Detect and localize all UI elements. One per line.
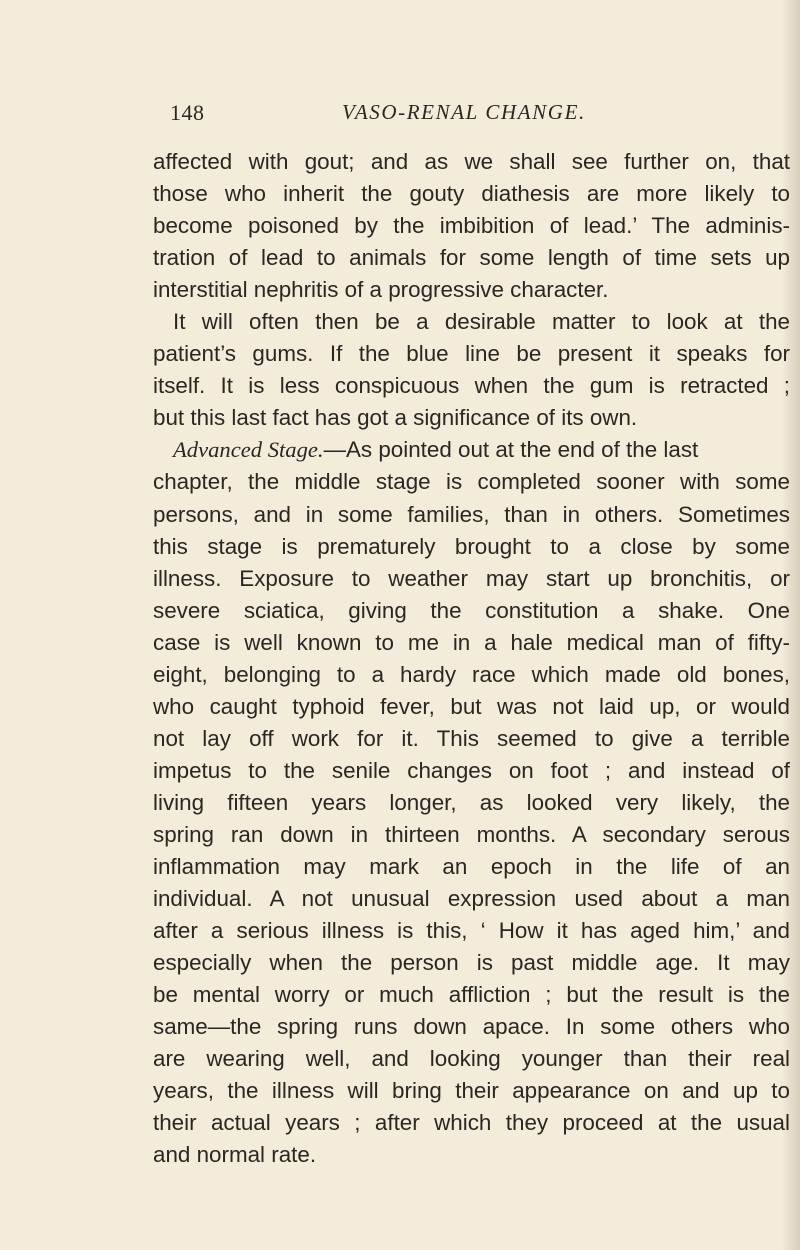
text-line: inflammation may mark an epoch in the life of an — [153, 854, 790, 880]
text-line: chapter, the middle stage is completed sooner with some — [153, 469, 790, 495]
text-line: but this last fact has got a significance of its own. — [153, 405, 638, 431]
text-line: especially when the person is past middle age. It may — [153, 950, 790, 976]
text-line — [153, 434, 790, 466]
text-line: living fifteen years longer, as looked very likely, the — [153, 789, 790, 815]
text-line: spring ran down in thirteen months. A secondary serous — [153, 821, 790, 847]
text-line: case is well known to me in a hale medical man of fifty- — [153, 629, 790, 655]
text-line: illness. Exposure to weather may start up bronchitis, or — [153, 565, 790, 591]
text-line: interstitial nephritis of a progressive character. — [153, 277, 609, 303]
text-line: impetus to the senile changes on foot ; and instead of — [153, 757, 790, 783]
text-line: and normal rate. — [153, 1142, 317, 1168]
text-line: years, the illness will bring their appearance on and up to — [153, 1078, 790, 1104]
text-line: who caught typhoid fever, but was not laid up, or would — [153, 693, 790, 719]
text-line: itself. It is less conspicuous when the gum is retracted ; — [153, 373, 790, 399]
text-line: individual. A not unusual expression used about a man — [153, 886, 790, 912]
page-header — [150, 97, 710, 131]
text-line: not lay off work for it. This seemed to give a terrible — [153, 725, 790, 751]
text-line: after a serious illness is this, ‘ How it has aged him,’ and — [153, 918, 790, 944]
text-line: severe sciatica, giving the constitution a shake. One — [153, 597, 790, 623]
text-line: eight, belonging to a hardy race which made old bones, — [153, 661, 790, 687]
text-line: be mental worry or much affliction ; but the result is the — [153, 982, 790, 1008]
text-line: It will often then be a desirable matter to look at the — [173, 309, 790, 335]
text-line-rest: —As pointed out at the end of the last — [323, 437, 699, 463]
body-text — [153, 146, 790, 1172]
text-line: their actual years ; after which they proceed at the usual — [153, 1110, 790, 1136]
text-line: become poisoned by the imbibition of lead.’ The adminis- — [153, 213, 790, 239]
page-number: 148 — [170, 100, 205, 125]
running-head: VASO-RENAL CHANGE. — [342, 100, 586, 124]
text-line: those who inherit the gouty diathesis are more likely to — [153, 181, 790, 207]
text-line: are wearing well, and looking younger than their real — [153, 1046, 790, 1072]
text-line: same—the spring runs down apace. In some others who — [153, 1014, 790, 1040]
advanced-stage-heading: Advanced Stage. — [173, 437, 324, 463]
text-line: tration of lead to animals for some length of time sets up — [153, 245, 790, 271]
text-line: persons, and in some families, than in others. Sometimes — [153, 501, 790, 527]
text-line: patient’s gums. If the blue line be present it speaks for — [153, 341, 790, 367]
text-line: this stage is prematurely brought to a close by some — [153, 533, 790, 559]
text-line: affected with gout; and as we shall see further on, that — [153, 149, 790, 174]
